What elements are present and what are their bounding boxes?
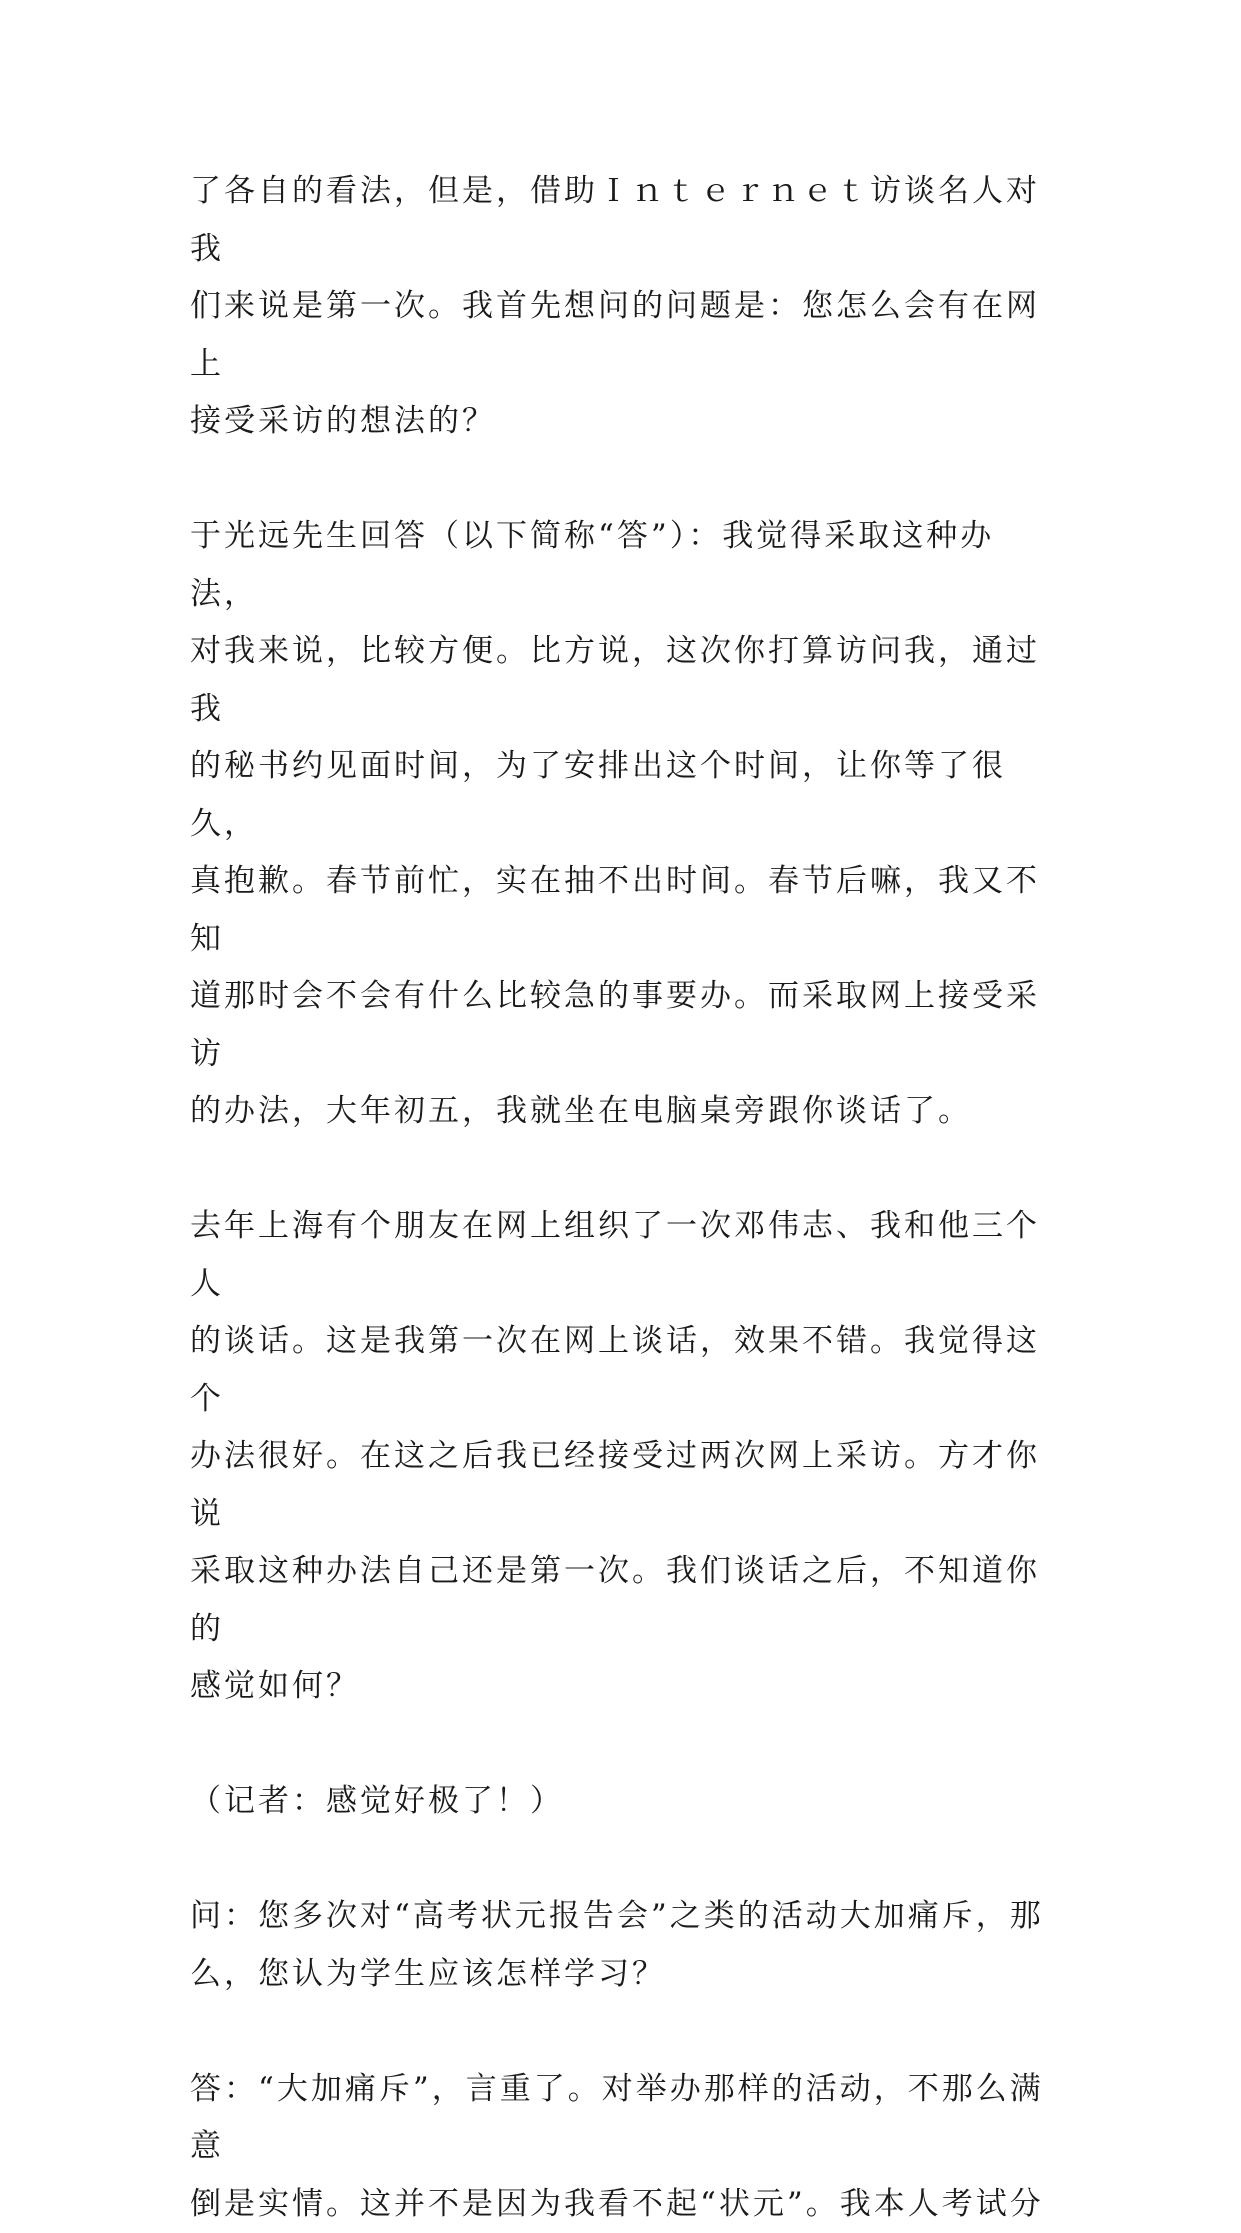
document-body xyxy=(190,163,1060,2233)
paragraph-reporter-remark: （记者：感觉好极了！） xyxy=(190,1773,1060,1831)
paragraph-answer-1: 于光远先生回答（以下简称“答”）：我觉得采取这种办法， 对我来说，比较方便。比方说，这次你打算访问我，通过我 的秘书约见面时间，为了安排出这个时间，让你等了很久， 真抱歉。春节前忙，实在抽不出时间。春节后嘛，我又不知 道那时会不会有什么比较急的事要办。而采取网上接受采访 的办法，大年初五，我就坐在电脑桌旁跟你谈话了。 xyxy=(190,508,1060,1141)
paragraph-question-2: 问：您多次对“高考状元报告会”之类的活动大加痛斥，那 么，您认为学生应该怎样学习？ xyxy=(190,1888,1060,2003)
paragraph-answer-2: 去年上海有个朋友在网上组织了一次邓伟志、我和他三个人 的谈话。这是我第一次在网上谈话，效果不错。我觉得这个 办法很好。在这之后我已经接受过两次网上采访。方才你说 采取这种办法自己还是第一次。我们谈话之后，不知道你的 感觉如何？ xyxy=(190,1198,1060,1716)
paragraph-answer-3: 答：“大加痛斥”，言重了。对举办那样的活动，不那么满意 倒是实情。这并不是因为我看不起“状元”。我本人考试分 xyxy=(190,2061,1060,2233)
paragraph-intro-question: 了各自的看法，但是，借助Ｉｎｔｅｒｎｅｔ访谈名人对我 们来说是第一次。我首先想问的问题是：您怎么会有在网上 接受采访的想法的？ xyxy=(190,163,1060,451)
